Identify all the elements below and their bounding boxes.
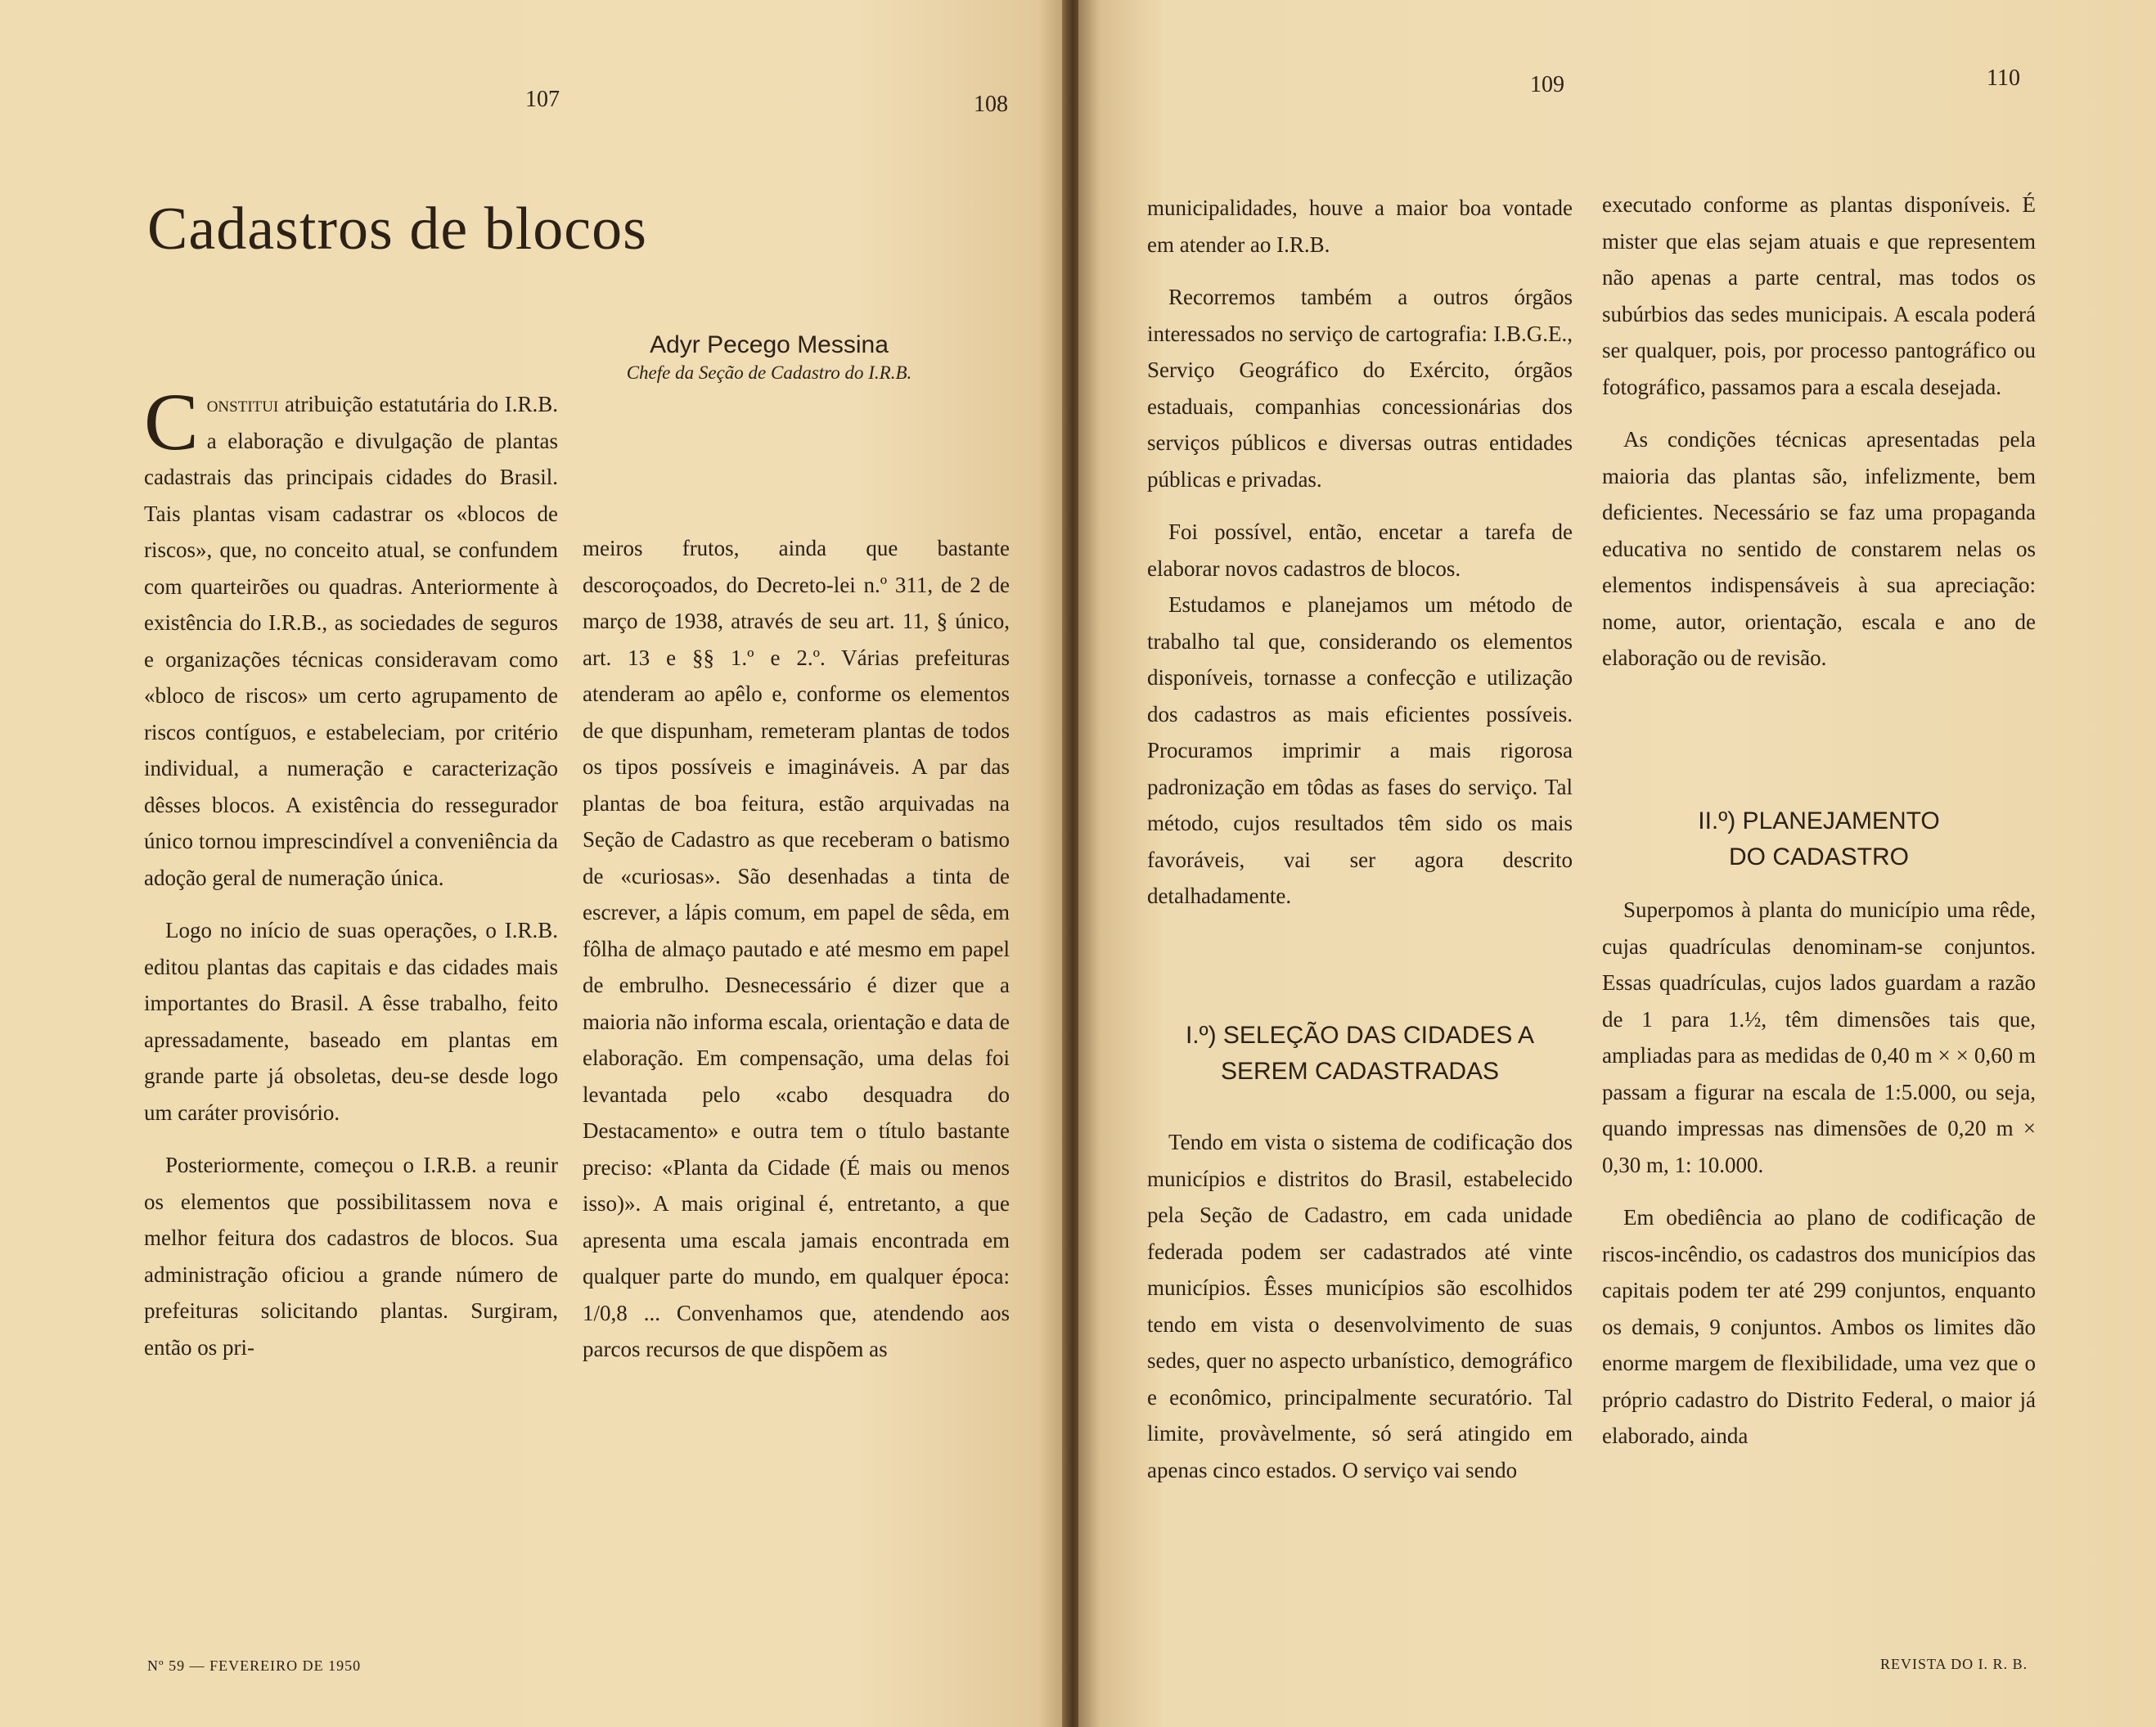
author-role: Chefe da Seção de Cadastro do I.R.B.: [626, 362, 912, 383]
paragraph: Foi possível, então, encetar a tarefa de elaborar novos cadastros de blocos.: [1147, 519, 1573, 581]
right-page: [1078, 0, 2156, 1727]
paragraph: As condições técnicas apresentadas pela maioria das plantas são, infelizmente, bem deficientes. Necessário se faz uma propaganda educativa no sentido de constarem nelas os elementos indispensáveis à sua apreciação: nome, autor, orientação, escala e ano de elaboração ou de revisão.: [1602, 427, 2036, 670]
article-title: Cadastros de blocos: [147, 196, 647, 263]
page-number-108: 108: [974, 92, 1008, 117]
section-heading-2: [1602, 803, 2036, 875]
paragraph: Tendo em vista o sistema de codificação dos municípios e distritos do Brasil, estabelecido pela Seção de Cadastro, em cada unidade federada podem ser cadastrados até vinte municípios. Êsses municípios são escolhidos tendo em vista o desenvolvimento de suas sedes, quer no aspecto urbanístico, demográfico e econômico, principalmente securatório. Tal limite, provàvelmente, só será atingido em apenas cinco estados. O serviço vai sendo: [1147, 1130, 1573, 1482]
author-block: [565, 331, 974, 384]
paragraph: meiros frutos, ainda que bastante descoroçoados, do Decreto-lei n.º 311, de 2 de março de 1938, através de seu art. 11, § único, art. 13 e §§ 1.º e 2.º. Várias prefeituras atenderam ao apêlo e, conforme os elementos de que dispunham, remeteram plantas de todos os tipos possíveis e imagináveis. A par das plantas de boa feitura, estão arquivadas na Seção de Cadastro as que receberam o batismo de «curiosas». São desenhadas a tinta de escrever, a lápis comum, em papel de sêda, em fôlha de almaço pautado e até mesmo em papel de embrulho. Desnecessário é dizer que a maioria não informa escala, orientação e data de elaboração. Em compensação, uma delas foi levantada pelo «cabo desquadra do Destacamento» e outra tem o título bastante preciso: «Planta da Cidade (É mais ou menos isso)». A mais original é, entretanto, a que apresenta uma escala jamais encontrada em qualquer parte do mundo, em qualquer época: 1/0,8 ... Convenhamos que, atendendo aos parcos recursos de que dispõem as: [583, 536, 1010, 1361]
author-name: Adyr Pecego Messina: [650, 331, 889, 358]
text-column-3: [1147, 190, 1573, 915]
paragraph-text: atribuição estatutária do I.R.B. a elaboração e divulgação de plantas cadastrais das principais cidades do Brasil. Tais plantas visam cadastrar os «blocos de riscos», que, no conceito atual, se confundem com quarteirões ou quadras. Anteriormente à existência do I.R.B., as sociedades de seguros e organizações técnicas consideravam como «bloco de riscos» um certo agrupamento de riscos contíguos, e estabeleciam, por critério individual, a numeração e caracterização dêsses blocos. A existência do ressegurador único tornou imprescindível a conveniência da adoção geral de numeração única.: [144, 392, 558, 890]
page-footer-journal: REVISTA DO I. R. B.: [1880, 1656, 2028, 1672]
left-page: [0, 0, 1070, 1727]
paragraph: Logo no início de suas operações, o I.R.B. editou plantas das capitais e das cidades mais importantes do Brasil. A êsse trabalho, feito apressadamente, baseado em plantas em grande parte já obsoletas, deu-se desde logo um caráter provisório.: [144, 918, 558, 1125]
paragraph: municipalidades, houve a maior boa vontade em atender ao I.R.B.: [1147, 196, 1573, 257]
text-column-4-continued: [1602, 892, 2036, 1455]
page-footer-issue: Nº 59 — FEVEREIRO DE 1950: [147, 1657, 362, 1674]
paragraph: Estudamos e planejamos um método de trabalho tal que, considerando os elementos disponíveis, tornasse a confecção e utilização dos cadastros as mais eficientes possíveis. Procuramos imprimir a mais rigorosa padronização em tôdas as fases do serviço. Tal método, cujos resultados têm sido os mais favoráveis, vai ser agora descrito detalhadamente.: [1147, 592, 1573, 908]
page-number-110: 110: [1987, 65, 2020, 91]
paragraph: Superpomos à planta do município uma rêde, cujas quadrículas denominam-se conjuntos. Essas quadrículas, cujos lados guardam a razão de 1 para 1.½, têm dimensões tais que, ampliadas para as medidas de 0,40 m × × 0,60 m passam a figurar na escala de 1:5.000, ou seja, quando impressas nas dimensões de 0,20 m × 0,30 m, 1: 10.000.: [1602, 897, 2036, 1177]
text-column-4: [1602, 187, 2036, 677]
heading-line: II.º) PLANEJAMENTO: [1698, 807, 1940, 834]
paragraph: Recorremos também a outros órgãos interessados no serviço de cartografia: I.B.G.E., Serviço Geográfico do Exército, órgãos estaduais, companhias concessionárias dos serviços públicos e diversas outras entidades públicas e privadas.: [1147, 285, 1573, 492]
paragraph: [144, 376, 558, 896]
page-number-109: 109: [1530, 72, 1564, 97]
text-column-2: [583, 530, 1010, 1368]
heading-line: DO CADASTRO: [1728, 843, 1910, 870]
paragraph: executado conforme as plantas disponíveis. É mister que elas sejam atuais e que representem não apenas a parte central, mas todos os subúrbios das sedes municipais. A escala poderá ser qualquer, pois, por processo pantográfico ou fotográfico, passamos para a escala desejada.: [1602, 192, 2036, 399]
paragraph: Posteriormente, começou o I.R.B. a reunir os elementos que possibilitassem nova e melhor feitura dos cadastros de blocos. Sua administração oficiou a grande número de prefeituras solicitando plantas. Surgiram, então os pri-: [144, 1153, 558, 1360]
heading-line: I.º) SELEÇÃO DAS CIDADES A: [1185, 1022, 1535, 1049]
drop-cap: C: [144, 376, 199, 467]
text-column-3-continued: [1147, 1124, 1573, 1488]
page-number-107: 107: [525, 87, 560, 112]
heading-line: SEREM CADASTRADAS: [1220, 1058, 1500, 1085]
lead-word: onstitui: [206, 392, 279, 416]
text-column-1: [144, 376, 558, 1365]
paragraph: Em obediência ao plano de codificação de riscos-incêndio, os cadastros dos municípios das capitais podem ter até 299 conjuntos, enquanto os demais, 9 conjuntos. Ambos os limites dão enorme margem de flexibilidade, uma vez que o próprio cadastro do Distrito Federal, o maior já elaborado, ainda: [1602, 1205, 2036, 1448]
section-heading-1: [1147, 1018, 1573, 1090]
